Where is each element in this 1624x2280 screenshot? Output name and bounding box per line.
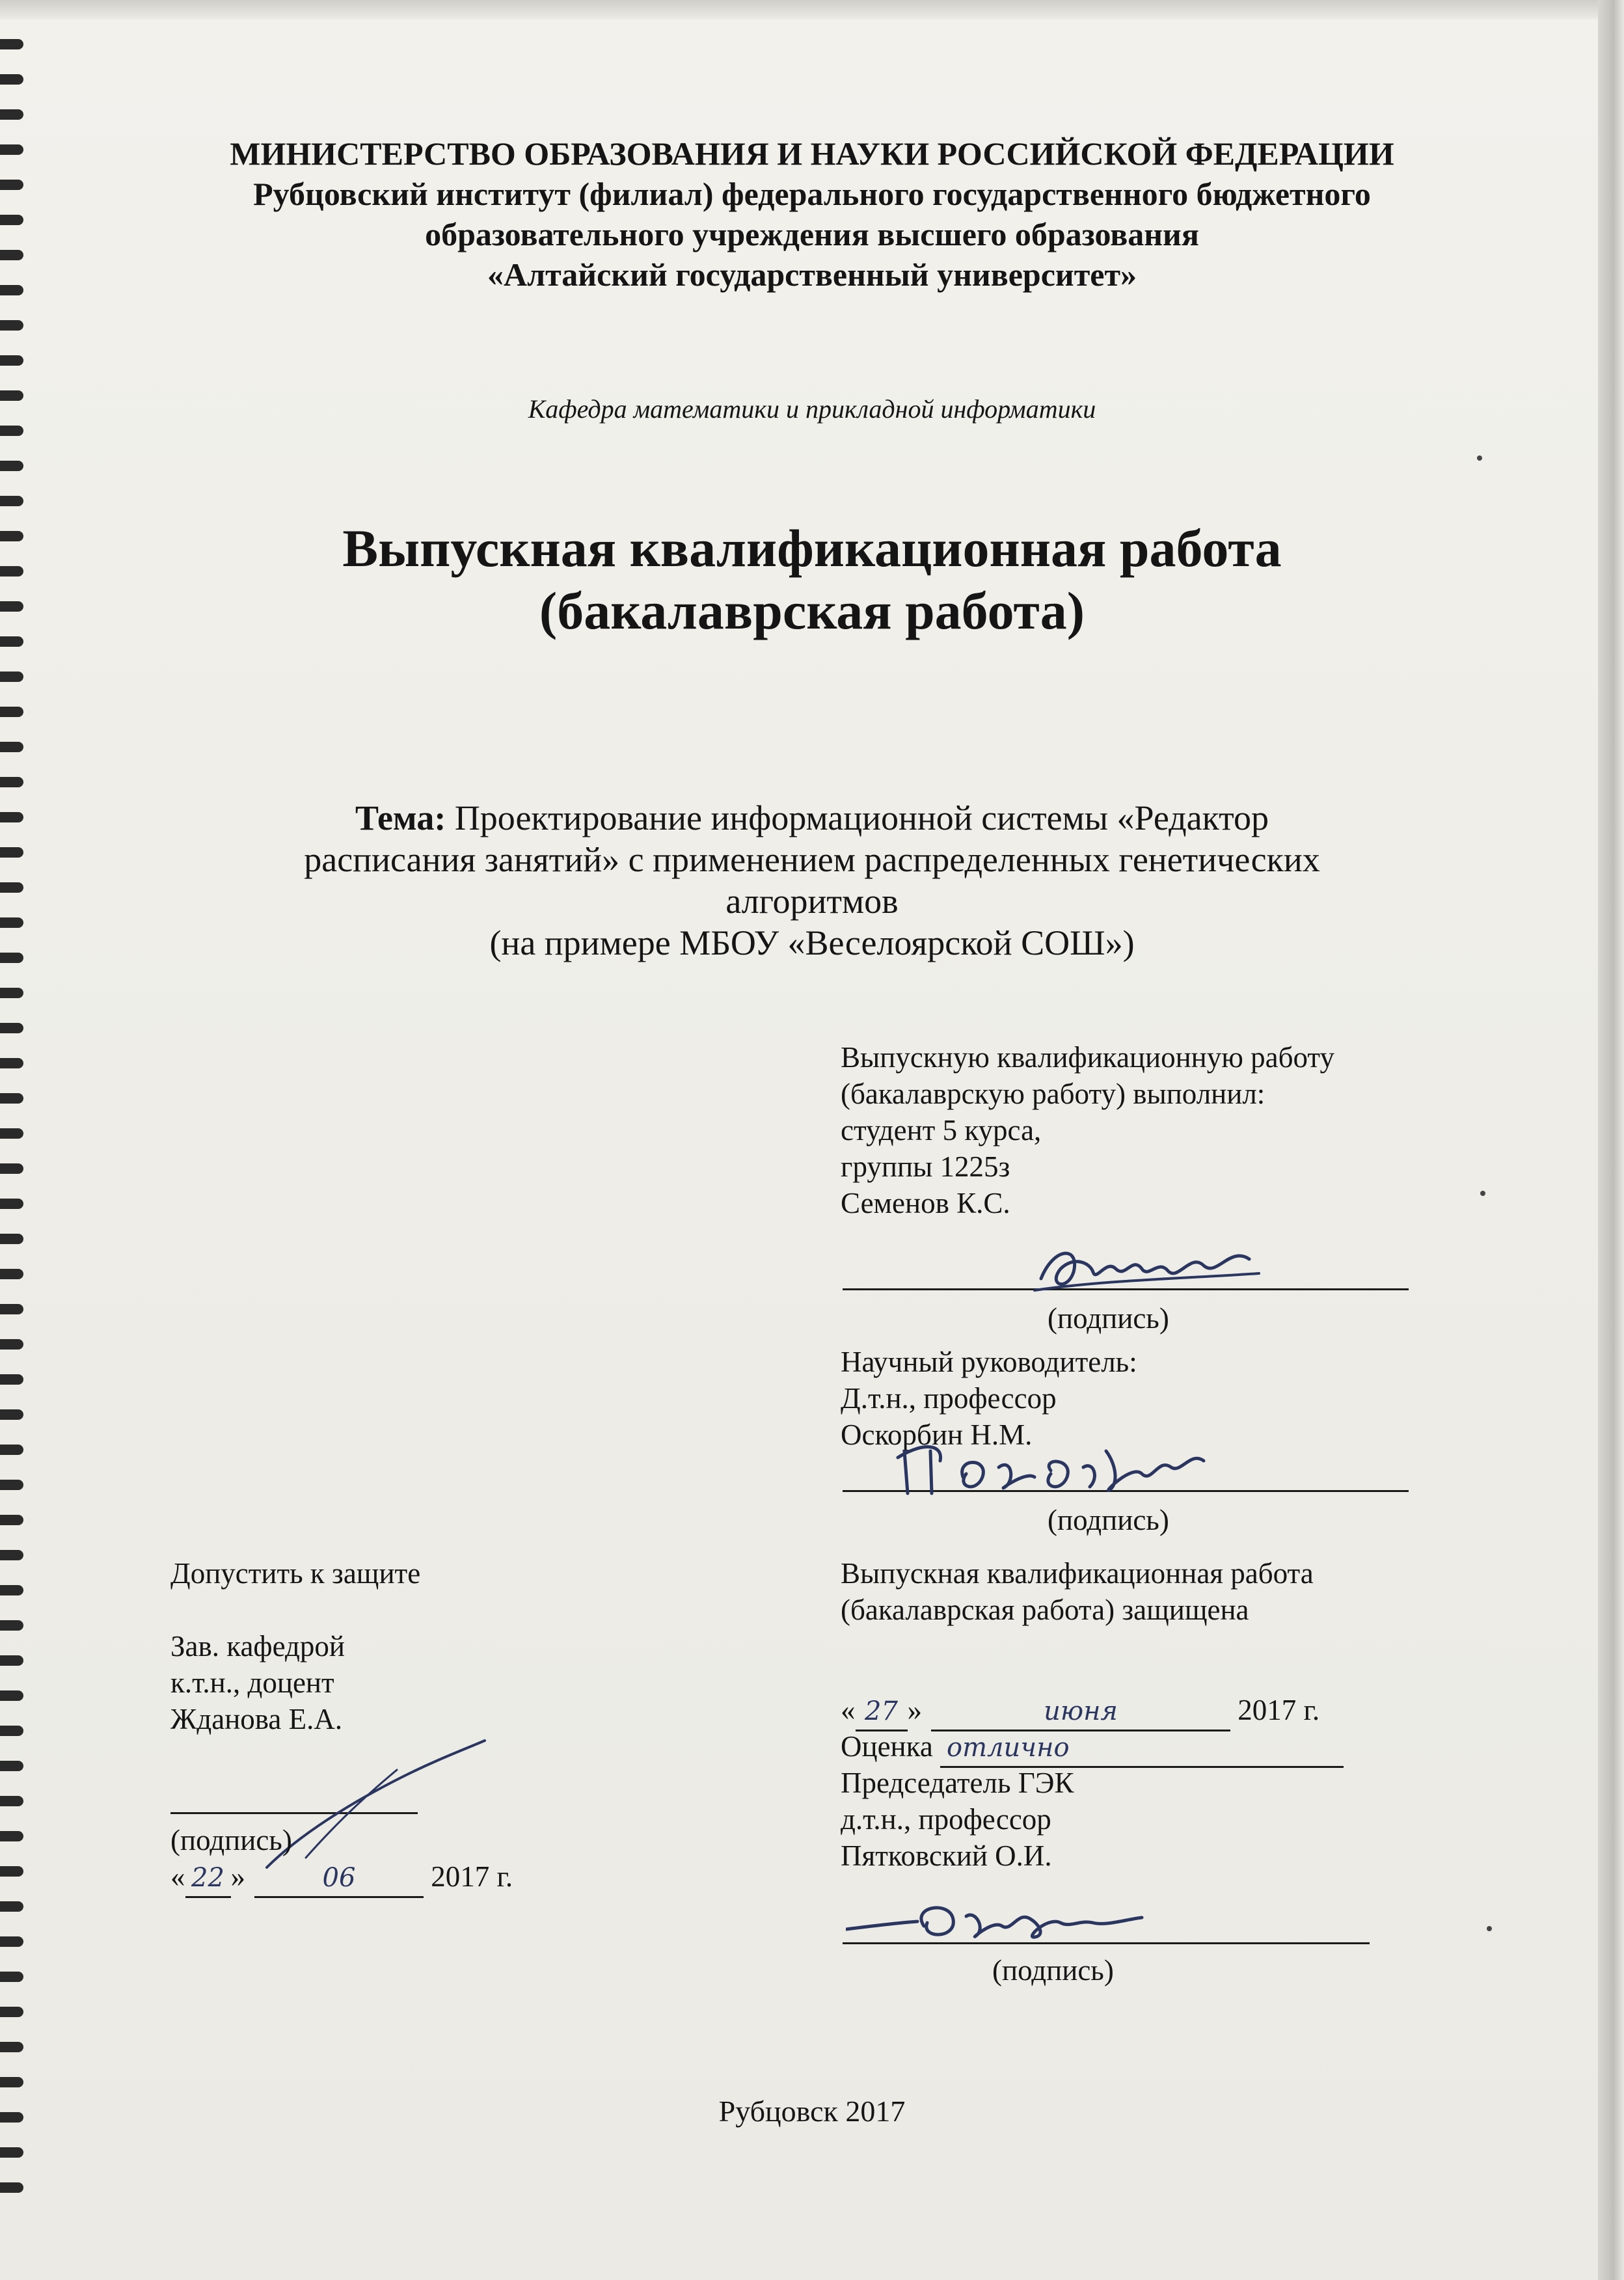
- chair-degree: д.т.н., профессор: [841, 1803, 1051, 1836]
- institution-header: [0, 133, 1624, 295]
- speck: [1480, 1191, 1485, 1196]
- defense-line-2: (бакалаврская работа) защищена: [841, 1594, 1249, 1626]
- admission-role: Зав. кафедрой: [170, 1630, 345, 1663]
- binding-hole: [0, 1620, 23, 1631]
- admission-date-year: 2017 г.: [424, 1860, 513, 1893]
- binding-hole: [0, 1128, 23, 1139]
- binding-hole: [0, 1655, 23, 1666]
- binding-hole: [0, 1234, 23, 1244]
- defense-line-1: Выпускная квалификационная работа: [841, 1557, 1314, 1590]
- binding-hole: [0, 1199, 23, 1209]
- spiral-binding: [0, 39, 26, 2251]
- student-block: [841, 1039, 1334, 1221]
- binding-hole: [0, 496, 23, 506]
- binding-hole: [0, 1093, 23, 1104]
- binding-hole: [0, 1796, 23, 1806]
- supervisor-signature-caption: (подпись): [1048, 1504, 1169, 1536]
- admission-date-month-field: [254, 1858, 424, 1898]
- defense-date-month: июня: [1044, 1696, 1118, 1726]
- student-line-4: группы 1225з: [841, 1150, 1010, 1183]
- student-name: Семенов К.С.: [841, 1187, 1010, 1219]
- defense-date-year: 2017 г.: [1230, 1694, 1320, 1726]
- binding-hole: [0, 812, 23, 822]
- binding-hole: [0, 2007, 23, 2017]
- admission-date-open: «: [170, 1860, 185, 1893]
- admission-date: [170, 1858, 513, 1898]
- binding-hole: [0, 109, 23, 120]
- binding-hole: [0, 1690, 23, 1701]
- binding-hole: [0, 1480, 23, 1490]
- binding-hole: [0, 1374, 23, 1385]
- theme-line-1: Проектирование информационной системы «Редактор: [446, 798, 1269, 837]
- grade-value: отлично: [947, 1733, 1070, 1763]
- admission-date-day: 22: [191, 1863, 224, 1893]
- student-line-3: студент 5 курса,: [841, 1114, 1042, 1147]
- student-signature-caption: (подпись): [1048, 1302, 1169, 1335]
- defense-grade: [841, 1728, 1344, 1768]
- binding-hole: [0, 847, 23, 858]
- chair-signature-caption: (подпись): [992, 1954, 1114, 1987]
- binding-hole: [0, 707, 23, 717]
- binding-hole: [0, 917, 23, 928]
- binding-hole: [0, 39, 23, 49]
- institute-line-3: «Алтайский государственный университет»: [487, 256, 1137, 293]
- theme-label: Тема:: [355, 798, 446, 837]
- grade-label: Оценка: [841, 1730, 941, 1763]
- binding-hole: [0, 320, 23, 331]
- defense-date-month-field: [931, 1692, 1230, 1731]
- student-signature: [1028, 1233, 1262, 1305]
- defense-date-mid: »: [907, 1694, 922, 1726]
- page-right-edge: [1598, 0, 1624, 2280]
- binding-hole: [0, 1445, 23, 1455]
- title-line-1: Выпускная квалификационная работа: [342, 519, 1282, 578]
- defense-date: [841, 1692, 1320, 1731]
- institute-line-2: образовательного учреждения высшего образования: [425, 216, 1199, 252]
- binding-hole: [0, 672, 23, 682]
- theme-line-3: алгоритмов: [725, 882, 899, 921]
- binding-hole: [0, 1269, 23, 1279]
- ministry-line: МИНИСТЕРСТВО ОБРАЗОВАНИЯ И НАУКИ РОССИЙСКОЙ ФЕДЕРАЦИИ: [230, 135, 1394, 172]
- binding-hole: [0, 1831, 23, 1841]
- binding-hole: [0, 1409, 23, 1420]
- supervisor-name: Оскорбин Н.М.: [841, 1418, 1033, 1451]
- binding-hole: [0, 1163, 23, 1174]
- binding-hole: [0, 2077, 23, 2087]
- admission-label: Допустить к защите: [170, 1557, 421, 1590]
- binding-hole: [0, 1936, 23, 1947]
- binding-hole: [0, 1023, 23, 1033]
- speck: [1487, 1926, 1492, 1931]
- binding-hole: [0, 1585, 23, 1595]
- binding-hole: [0, 1726, 23, 1736]
- institute-line-1: Рубцовский институт (филиал) федерального государственного бюджетного: [253, 176, 1371, 212]
- binding-hole: [0, 2042, 23, 2052]
- admission-date-mid: »: [230, 1860, 245, 1893]
- theme-line-4: (на примере МБОУ «Веселоярской СОШ»): [489, 923, 1135, 962]
- admission-block: [170, 1555, 420, 1737]
- binding-hole: [0, 1339, 23, 1350]
- binding-hole: [0, 1761, 23, 1771]
- binding-hole: [0, 1550, 23, 1560]
- binding-hole: [0, 2182, 23, 2193]
- binding-hole: [0, 1866, 23, 1877]
- chair-role: Председатель ГЭК: [841, 1767, 1074, 1799]
- supervisor-label: Научный руководитель:: [841, 1346, 1137, 1378]
- binding-hole: [0, 882, 23, 893]
- department-name: Кафедра математики и прикладной информатики: [528, 394, 1096, 424]
- admission-name: Жданова Е.А.: [170, 1703, 343, 1735]
- binding-hole: [0, 461, 23, 471]
- binding-hole: [0, 1972, 23, 1982]
- thesis-theme: [169, 797, 1455, 964]
- binding-hole: [0, 1901, 23, 1912]
- binding-hole: [0, 355, 23, 366]
- binding-hole: [0, 1058, 23, 1068]
- admission-degree: к.т.н., доцент: [170, 1666, 334, 1699]
- defense-block: [841, 1555, 1314, 1628]
- chair-signature: [846, 1890, 1145, 1955]
- speck: [1477, 455, 1482, 461]
- binding-hole: [0, 742, 23, 752]
- binding-hole: [0, 426, 23, 436]
- binding-hole: [0, 777, 23, 787]
- student-line-1: Выпускную квалификационную работу: [841, 1041, 1334, 1074]
- document-title: [0, 517, 1624, 642]
- theme-line-2: расписания занятий» с применением распределенных генетических: [304, 840, 1320, 879]
- admission-signature-caption: (подпись): [170, 1824, 292, 1856]
- defense-date-day-field: [856, 1692, 908, 1731]
- defense-date-day: 27: [865, 1696, 898, 1726]
- supervisor-degree: Д.т.н., профессор: [841, 1382, 1057, 1415]
- title-line-2: (бакалаврская работа): [539, 581, 1085, 640]
- page-top-edge: [0, 0, 1624, 20]
- binding-hole: [0, 1304, 23, 1314]
- chair-name: Пятковский О.И.: [841, 1839, 1052, 1872]
- binding-hole: [0, 2147, 23, 2158]
- student-line-2: (бакалаврскую работу) выполнил:: [841, 1078, 1265, 1110]
- gek-chair-block: [841, 1765, 1074, 1874]
- binding-hole: [0, 1515, 23, 1525]
- supervisor-signature: [885, 1432, 1210, 1510]
- binding-hole: [0, 953, 23, 963]
- admission-date-month: 06: [322, 1863, 356, 1893]
- grade-field: [940, 1728, 1344, 1768]
- footer-city-year: Рубцовск 2017: [718, 2095, 906, 2128]
- defense-date-open: «: [841, 1694, 856, 1726]
- binding-hole: [0, 988, 23, 998]
- admission-date-day-field: [185, 1858, 231, 1898]
- binding-hole: [0, 74, 23, 85]
